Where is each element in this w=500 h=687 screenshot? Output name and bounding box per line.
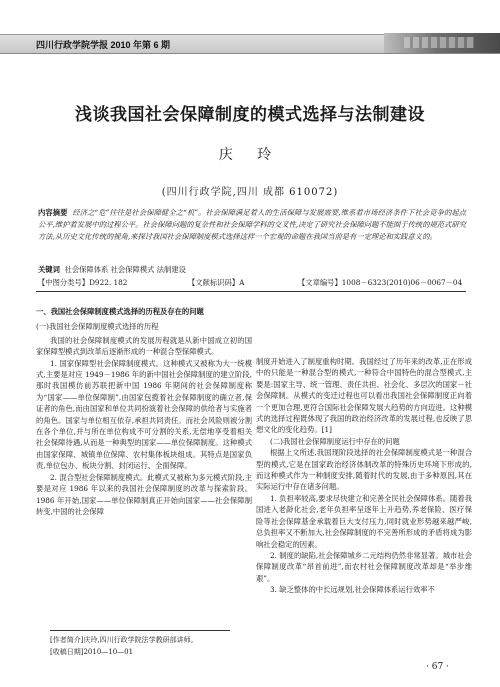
- abstract-text: 经济之“危”往往是社会保障健全之“机”。社会保障满足着人的生活保障与发展需要,维系着市场经济条件下社会竞争的起点公平,维护着发展中的过程公平。社会保障问题的复杂性和社会保障学科的交叉性,决定了研究社会保障问题不能囿于传统的规范式研究方法,从历史文化传统的视角,来探讨我国社会保障制度模式选择这样一个宏观的命题在我国当前是有一定理论和实践意义的。: [38, 208, 467, 241]
- subsection-heading: (一)我国社会保障制度模式选择的历程: [36, 322, 159, 332]
- body-paragraph: 制度开始进入了制度重构时期。我国经过了历年来的改革,正在形成中的只能是一种混合型的模式,一种符合中国特色的混合型模式,主要是:国家主导、统一管理、责任共担、社会化、多层次的国家－社会保障制。从模式的变迁过程也可以看出我国社会保障制度正向着一个更加合理,更符合国际社会保障发展大趋势的方向迈进。这种模式的选择过程既体现了我国的政治经济改革的发展过程,也反映了思想文化的变化趋势。[1]: [256, 357, 472, 435]
- keywords: [38, 264, 468, 276]
- header-ornament-image: [384, 33, 500, 53]
- section-heading: 一、我国社会保障制度模式选择的历程及存在的问题: [36, 307, 204, 316]
- body-paragraph: 1. 负担率较高,要求尽快建立和完善全民社会保障体系。随着我国进入老龄化社会,老年负担率呈逐年上升趋势,养老保险、医疗保险等社会保障基金承载着巨大支付压力,同时就业形势越来越严峻,总负担率又不断加大,社会保障制度的不完善所形成的矛盾将成为影响社会稳定的因素。: [256, 493, 472, 549]
- keywords-list: 社会保障体系 社会保障模式 法制建设: [64, 265, 186, 274]
- footnote: [50, 634, 260, 658]
- body-paragraph: 根据上文所述,我国现阶段选择的社会保障制度模式是一种混合型的模式,它是在国家政治经济体制改革的特殊历史环境下形成的,而这种模式作为一种制度安排,随着时代的发展,由于多种原因,其在实际运行中存在诸多问题。: [256, 448, 472, 492]
- body-paragraph: 我国的社会保障制度模式的发展历程就是从新中国成立初的国家保障型模式到改革后逐渐形成的一种混合型保障模式。: [36, 335, 252, 357]
- document-code: 【文献标识码】A: [188, 278, 245, 287]
- body-paragraph: 2. 混合型社会保障制度模式。此模式又被称为多元模式阶段,主要是对应 1986 年以来的我国社会保障制度的改革与探索阶段。1986 年开始,国家——单位保障制真正开始向国家——社会保障制转变,中国的社会保障: [36, 472, 252, 516]
- clc-number: 【中图分类号】D922. 182: [38, 278, 128, 287]
- author-note: [作者简介]庆玲,四川行政学院法学教研部讲师。: [50, 636, 198, 644]
- separator-rule: [36, 291, 466, 292]
- subsection-heading: (二)我国社会保障制度运行中存在的问题: [270, 436, 400, 446]
- body-paragraph: 3. 缺乏整体的中长远规划,社会保障体系运行效率不: [270, 585, 435, 595]
- author-affiliation: (四川行政学院,四川 成都 610072): [161, 187, 339, 198]
- footnote-rule: [50, 630, 230, 631]
- article-title: 浅谈我国社会保障制度的模式选择与法制建设: [75, 105, 425, 125]
- right-column: [256, 356, 472, 596]
- classification-line: [38, 277, 468, 289]
- journal-running-title: 四川行政学院学报 2010 年第 6 期: [36, 40, 171, 50]
- article-number: 【文章编号】1008－6323(2010)06－0067－04: [298, 278, 463, 287]
- abstract: [38, 207, 466, 243]
- body-paragraph: 1. 国家保障型社会保障制度模式。这种模式又被称为大一统模式,主要是对应 1949－1986 年的新中国社会保障制度的建立阶段,那时我国模仿前苏联把新中国 1986 年期间的社会保障制度称为“国家——单位保障制”,由国家包揽着社会保障制度的确立者,保证者的角色,而由国家和单位共同扮演着社会保障的供给者与实施者的角色。国家与单位相互依存,承担共同责任。而社会风险则被分割在各个单位,并与所在单位构成不可分割的关系,无偿地享受着相关社会保障待遇,从而是一种典型的国家——单位保障制度。这种模式由国家保障、城镇单位保障、农村集体板块组成。其特点是国家负责,单位包办、板块分割、封闭运行、全面保障。: [36, 358, 252, 471]
- author-name: 庆 玲: [218, 147, 282, 163]
- left-column: [36, 298, 252, 517]
- keywords-label: 关键词: [38, 265, 60, 274]
- abstract-label: 内容摘要: [38, 208, 68, 217]
- body-paragraph: 2. 制度的缺陷,社会保障城乡二元结构仍然非常显著。城市社会保障制度改革“昂首前进”,而农村社会保障制度改革却是“举步维艰”。: [256, 550, 472, 583]
- received-date: [收稿日期]2010—10—01: [50, 648, 134, 656]
- page-number: · 67 ·: [426, 662, 449, 672]
